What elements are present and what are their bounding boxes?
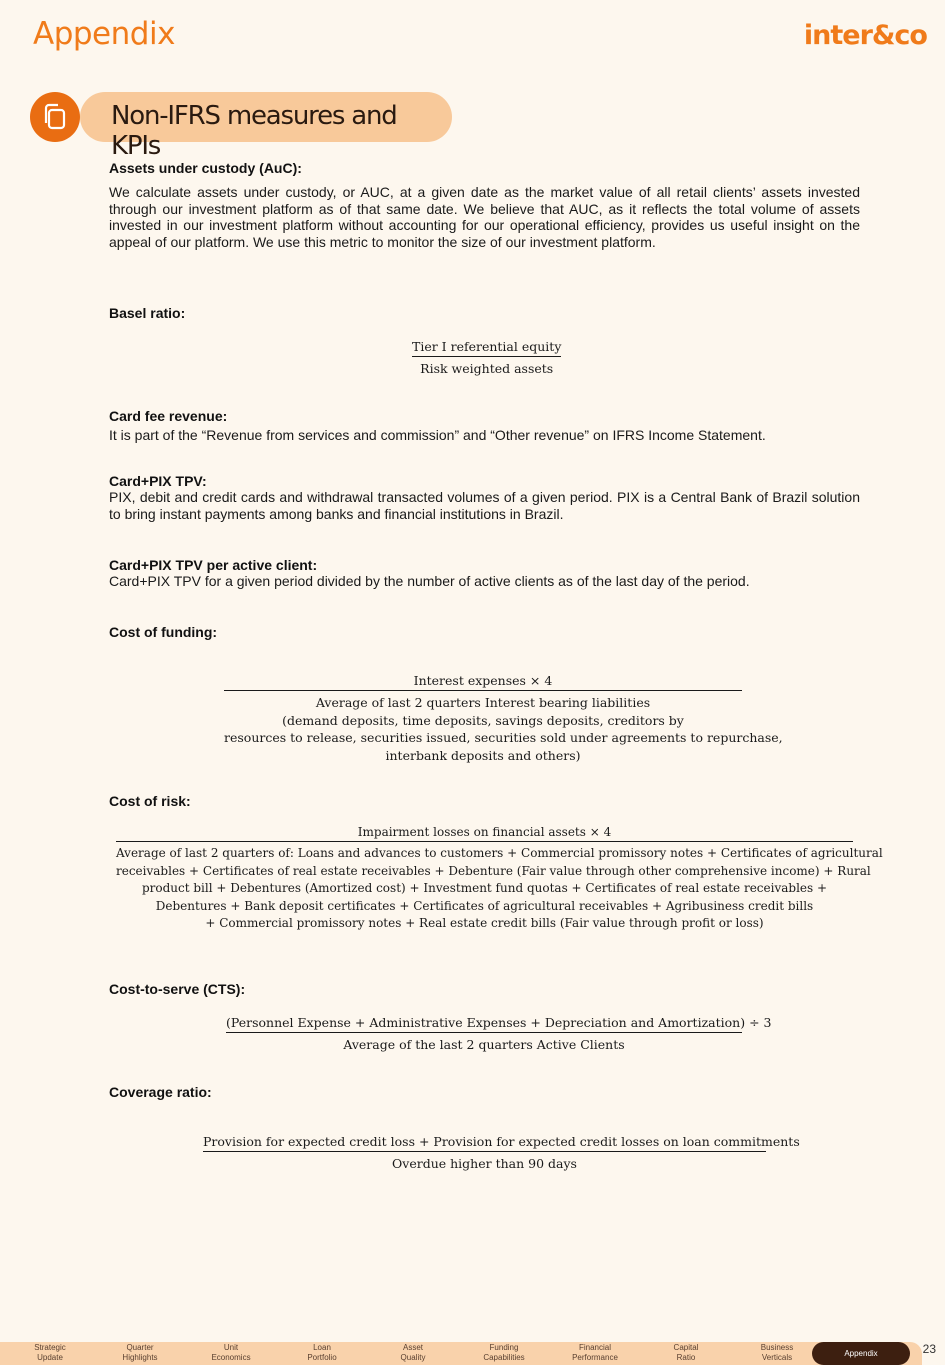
denominator-line: (demand deposits, time deposits, savings deposits, creditors by [282,712,684,728]
page-number: 23 [922,1342,936,1356]
brand-logo: inter&co [803,20,927,51]
basel-heading: Basel ratio: [109,305,186,321]
nav-strategic-update[interactable]: Strategic Update [34,1343,66,1362]
cost-of-risk-denominator [116,842,883,933]
tpv-per-client-heading: Card+PIX TPV per active client: [109,557,318,573]
card-pix-tpv-text: PIX, debit and credit cards and withdrawal transacted volumes of a given period. PIX is a Central Bank of Brazil solution to bring instant payments among banks and financial institutions in Brazil. [109,489,860,522]
denominator-line: Average of last 2 quarters Interest bearing liabilities [315,695,651,710]
auc-heading: Assets under custody (AuC): [109,160,302,176]
denominator-line: resources to release, securities issued, securities sold under agreements to repurchase, [224,730,783,745]
tpv-per-client-text: Card+PIX TPV for a given period divided by the number of active clients as of the last day of the period. [109,573,750,589]
nav-business-verticals[interactable]: Business Verticals [760,1343,794,1362]
cost-of-risk-heading: Cost of risk: [109,793,191,809]
cost-of-funding-heading: Cost of funding: [109,624,218,640]
nav-financial-performance[interactable]: Financial Performance [572,1343,618,1362]
cts-denominator: Average of the last 2 quarters Active Clients [343,1037,625,1052]
cost-of-funding-formula [224,673,783,764]
denominator-line: Debentures + Bank deposit certificates + Certificates of agricultural receivables + Agribusiness credit bills [155,898,814,913]
card-fee-heading: Card fee revenue: [109,408,228,424]
page-title: Appendix [33,16,175,52]
basel-numerator: Tier I referential equity [412,339,561,357]
basel-formula [412,339,561,378]
basel-denominator: Risk weighted assets [420,361,554,376]
denominator-line: receivables + Certificates of real estate receivables + Debenture (Fair value through other comprehensive income) + Rural [116,863,871,878]
nav-loan-portfolio[interactable]: Loan Portfolio [307,1343,337,1362]
section-title-pill [80,92,452,161]
cost-of-funding-numerator: Interest expenses × 4 [224,673,742,691]
nav-funding-capabilities[interactable]: Funding Capabilities [483,1343,525,1362]
cts-heading: Cost-to-serve (CTS): [109,981,246,997]
auc-text: We calculate assets under custody, or AUC, at a given date as the market value of all retail clients’ assets invested through our investment platform as of that same date. We believe that AUC, as it reflects the total volume of assets invested in our investment platform without accounting for our operational efficiency, provides us useful insight on the appeal of our platform. We use this metric to monitor the size of our investment platform. [109,184,860,250]
denominator-line: Average of last 2 quarters of: Loans and advances to customers + Commercial promissory notes + Certificates of agricultural [116,846,883,860]
nav-appendix[interactable]: Appendix [812,1342,910,1365]
nav-capital-ratio[interactable]: Capital Ratio [673,1343,699,1362]
nav-asset-quality[interactable]: Asset Quality [400,1343,426,1362]
nav-unit-economics[interactable]: Unit Economics [211,1343,251,1362]
cost-of-risk-numerator: Impairment losses on financial assets × 4 [116,825,853,842]
coverage-formula [203,1134,800,1173]
denominator-line: interbank deposits and others) [385,747,581,763]
cost-of-funding-denominator [224,691,783,764]
card-fee-text: It is part of the “Revenue from services and commission” and “Other revenue” on IFRS Income Statement. [109,427,766,443]
denominator-line: + Commercial promissory notes + Real estate credit bills (Fair value through profit or loss) [205,916,764,930]
cts-numerator: (Personnel Expense + Administrative Expenses + Depreciation and Amortization) ÷ 3 [226,1015,742,1033]
coverage-heading: Coverage ratio: [109,1084,212,1100]
section-title: Non-IFRS measures and KPIs [111,101,397,161]
nav-quarter-highlights[interactable]: Quarter Highlights [122,1343,158,1362]
cost-of-risk-formula [116,825,883,933]
card-pix-tpv-heading: Card+PIX TPV: [109,473,207,489]
copy-icon [30,92,80,142]
coverage-numerator: Provision for expected credit loss + Provision for expected credit losses on loan commitments [203,1134,766,1152]
coverage-denominator: Overdue higher than 90 days [392,1156,577,1171]
cts-formula [226,1015,772,1054]
denominator-line: product bill + Debentures (Amortized cost) + Investment fund quotas + Certificates of real estate receivables + [141,881,828,895]
